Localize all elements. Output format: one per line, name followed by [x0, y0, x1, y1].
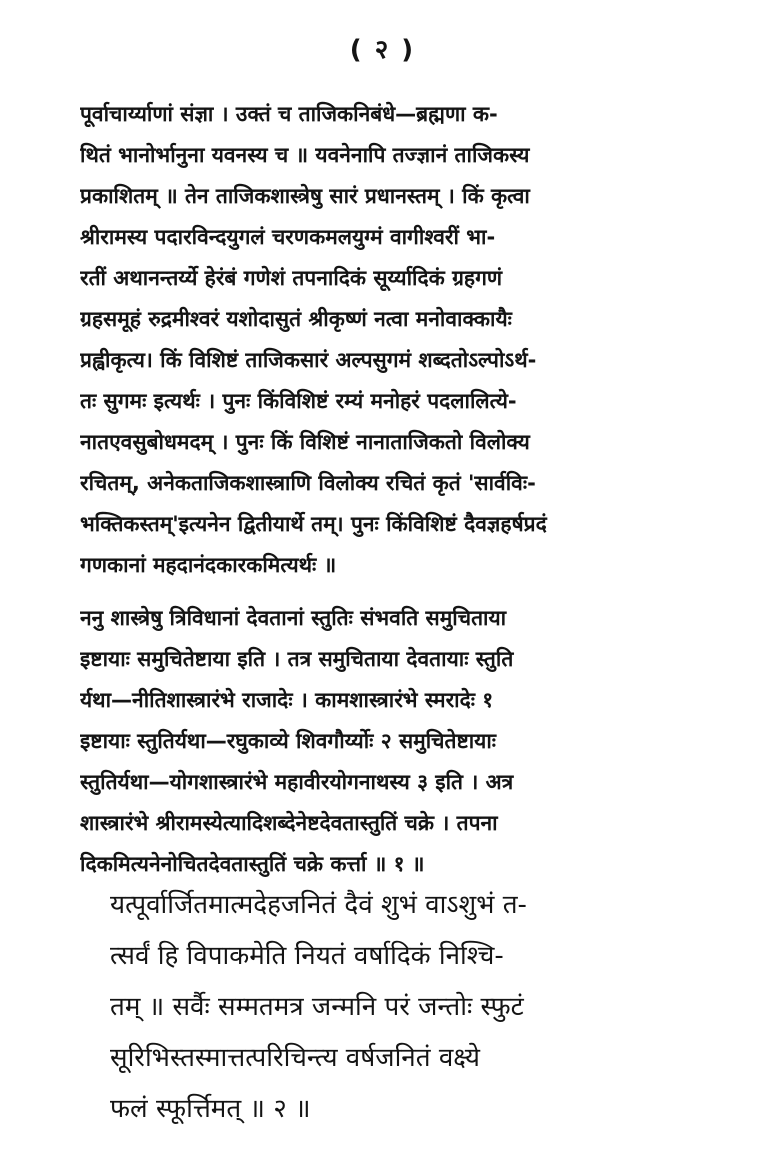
commentary-line: तः सुगमः इत्यर्थः । पुनः किंविशिष्टं रम्यं मनोहरं पदलालित्ये-	[80, 389, 517, 413]
commentary-line: शास्त्रारंभे श्रीरामस्येत्यादिशब्देनेष्टदेवतास्तुतिं चक्रे । तपना	[80, 811, 498, 835]
commentary-line: इष्टायाः समुचितेष्टाया इति । तत्र समुचिताया देवतायाः स्तुति	[80, 647, 514, 671]
verse-line: त्सर्वं हि विपाकमेति नियतं वर्षादिकं निश्चि-	[110, 941, 504, 971]
commentary-line: ग्रहसमूहं रुद्रमीश्वरं यशोदासुतं श्रीकृष्णं नत्वा मनोवाक्कायैः	[80, 307, 512, 331]
commentary-line: गणकानां महदानंदकारकमित्यर्थः ॥	[80, 553, 337, 577]
verse-line: फलं स्फूर्त्तिमत् ॥ २ ॥	[110, 1094, 311, 1124]
page-number: ( २ )	[349, 35, 416, 65]
verse-line: सूरिभिस्तस्मात्तत्परिचिन्त्य वर्षजनितं वक्ष्ये	[110, 1043, 480, 1073]
commentary-line: ननु शास्त्रेषु त्रिविधानां देवतानां स्तुतिः संभवति समुचिताया	[80, 606, 507, 630]
commentary-line: पूर्वाचार्य्याणां संज्ञा । उक्तं च ताजिकनिबंधे—ब्रह्मणा क-	[80, 102, 498, 126]
commentary-line: इष्टायाः स्तुतिर्यथा—रघुकाव्ये शिवगौर्य्योः २ समुचितेष्टायाः	[80, 729, 497, 753]
commentary-line: भक्तिकस्तम्'इत्यनेन द्वितीयार्थे तम्। पुनः किंविशिष्टं दैवज्ञहर्षप्रदं	[80, 512, 547, 536]
commentary-line: र्यथा—नीतिशास्त्रारंभे राजादेः । कामशास्त्रारंभे स्मरादेः १	[80, 688, 494, 712]
verse-block	[110, 880, 720, 1135]
commentary-line: प्रकाशितम् ॥ तेन ताजिकशास्त्रेषु सारं प्रधानस्तम् । किं कृत्वा	[80, 184, 530, 208]
commentary-line: नातएवसुबोधमदम् । पुनः किं विशिष्टं नानाताजिकतो विलोक्य	[80, 430, 530, 454]
commentary-line: स्तुतिर्यथा—योगशास्त्रारंभे महावीरयोगनाथस्य ३ इति । अत्र	[80, 770, 514, 794]
commentary-line: रतीं अथानन्तर्य्ये हेरंबं गणेशं तपनादिकं सूर्य्यादिकं ग्रहगणं	[80, 266, 503, 290]
commentary-line: थितं भानोर्भानुना यवनस्य च ॥ यवनेनापि तज्ज्ञानं ताजिकस्य	[80, 143, 530, 167]
commentary-line: प्रह्वीकृत्य। किं विशिष्टं ताजिकसारं अल्पसुगमं शब्दतोऽल्पोऽर्थ-	[80, 348, 537, 372]
commentary-line: रचितम्, अनेकताजिकशास्त्राणि विलोक्य रचितं कृतं 'सार्वविः-	[80, 471, 536, 495]
commentary-paragraph-1	[80, 94, 720, 586]
verse-line: यत्पूर्वार्जितमात्मदेहजनितं दैवं शुभं वाऽशुभं त-	[110, 890, 527, 920]
commentary-line: दिकमित्यनेनोचितदेवतास्तुतिं चक्रे कर्त्ता ॥ १ ॥	[80, 852, 425, 876]
commentary-paragraph-2	[80, 598, 720, 885]
verse-line: तम् ॥ सर्वैः सम्मतमत्र जन्मनि परं जन्तोः स्फुटं	[110, 992, 524, 1022]
commentary-line: श्रीरामस्य पदारविन्दयुगलं चरणकमलयुग्मं वागीश्वरीं भा-	[80, 225, 496, 249]
